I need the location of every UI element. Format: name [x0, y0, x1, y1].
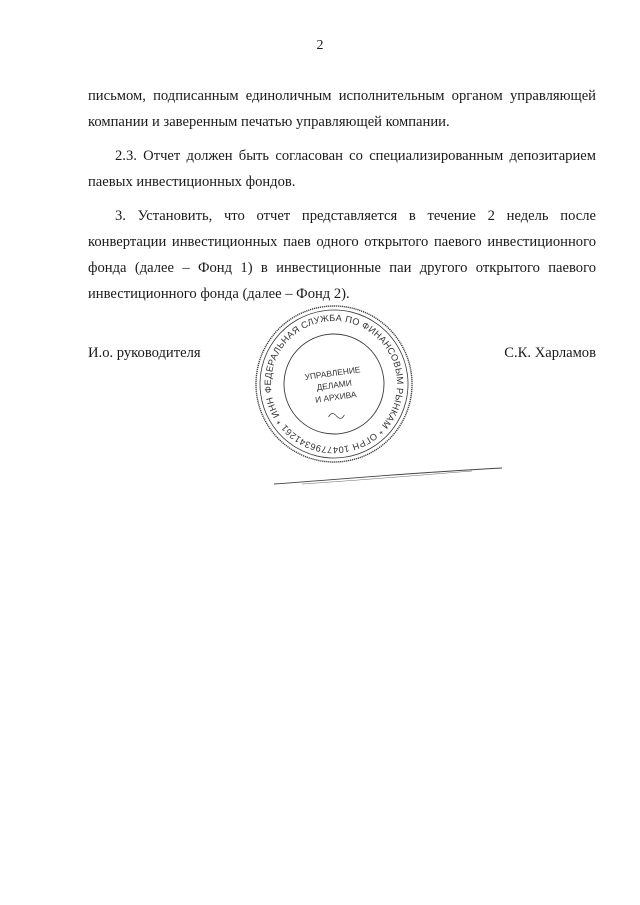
stamp-center-line-2: ДЕЛАМИ — [315, 377, 353, 393]
stamp-center-line-3: И АРХИВА — [314, 389, 358, 405]
stamp-emblem-icon — [328, 412, 345, 420]
signatory-position: И.о. руководителя — [88, 345, 201, 361]
stamp-center-line-1: УПРАВЛЕНИЕ — [303, 364, 361, 382]
official-stamp — [250, 300, 418, 468]
document-body — [88, 83, 596, 307]
page-number: 2 — [316, 38, 324, 53]
paragraph-continuation: письмом, подписанным единоличным исполнительным органом управляющей компании и заверенным печатью управляющей компании. — [88, 88, 596, 130]
paragraph-3: 3. Установить, что отчет представляется в течение 2 недель после конвертации инвестиционных паев одного открытого паевого инвестиционного фонда (далее – Фонд 1) в инвестиционные паи другого открытого паевого инвестиционного фонда (далее – Фонд 2). — [88, 208, 596, 302]
stamp-ring-text: ФЕДЕРАЛЬНАЯ СЛУЖБА ПО ФИНАНСОВЫМ РЫНКАМ * ОГРН 1047796341261 * ИНН — [262, 312, 406, 456]
signatory-name: С.К. Харламов — [504, 345, 596, 361]
paragraph-2-3: 2.3. Отчет должен быть согласован со специализированным депозитарием паевых инвестиционных фондов. — [88, 148, 596, 190]
handwritten-signature-stroke — [272, 462, 504, 490]
